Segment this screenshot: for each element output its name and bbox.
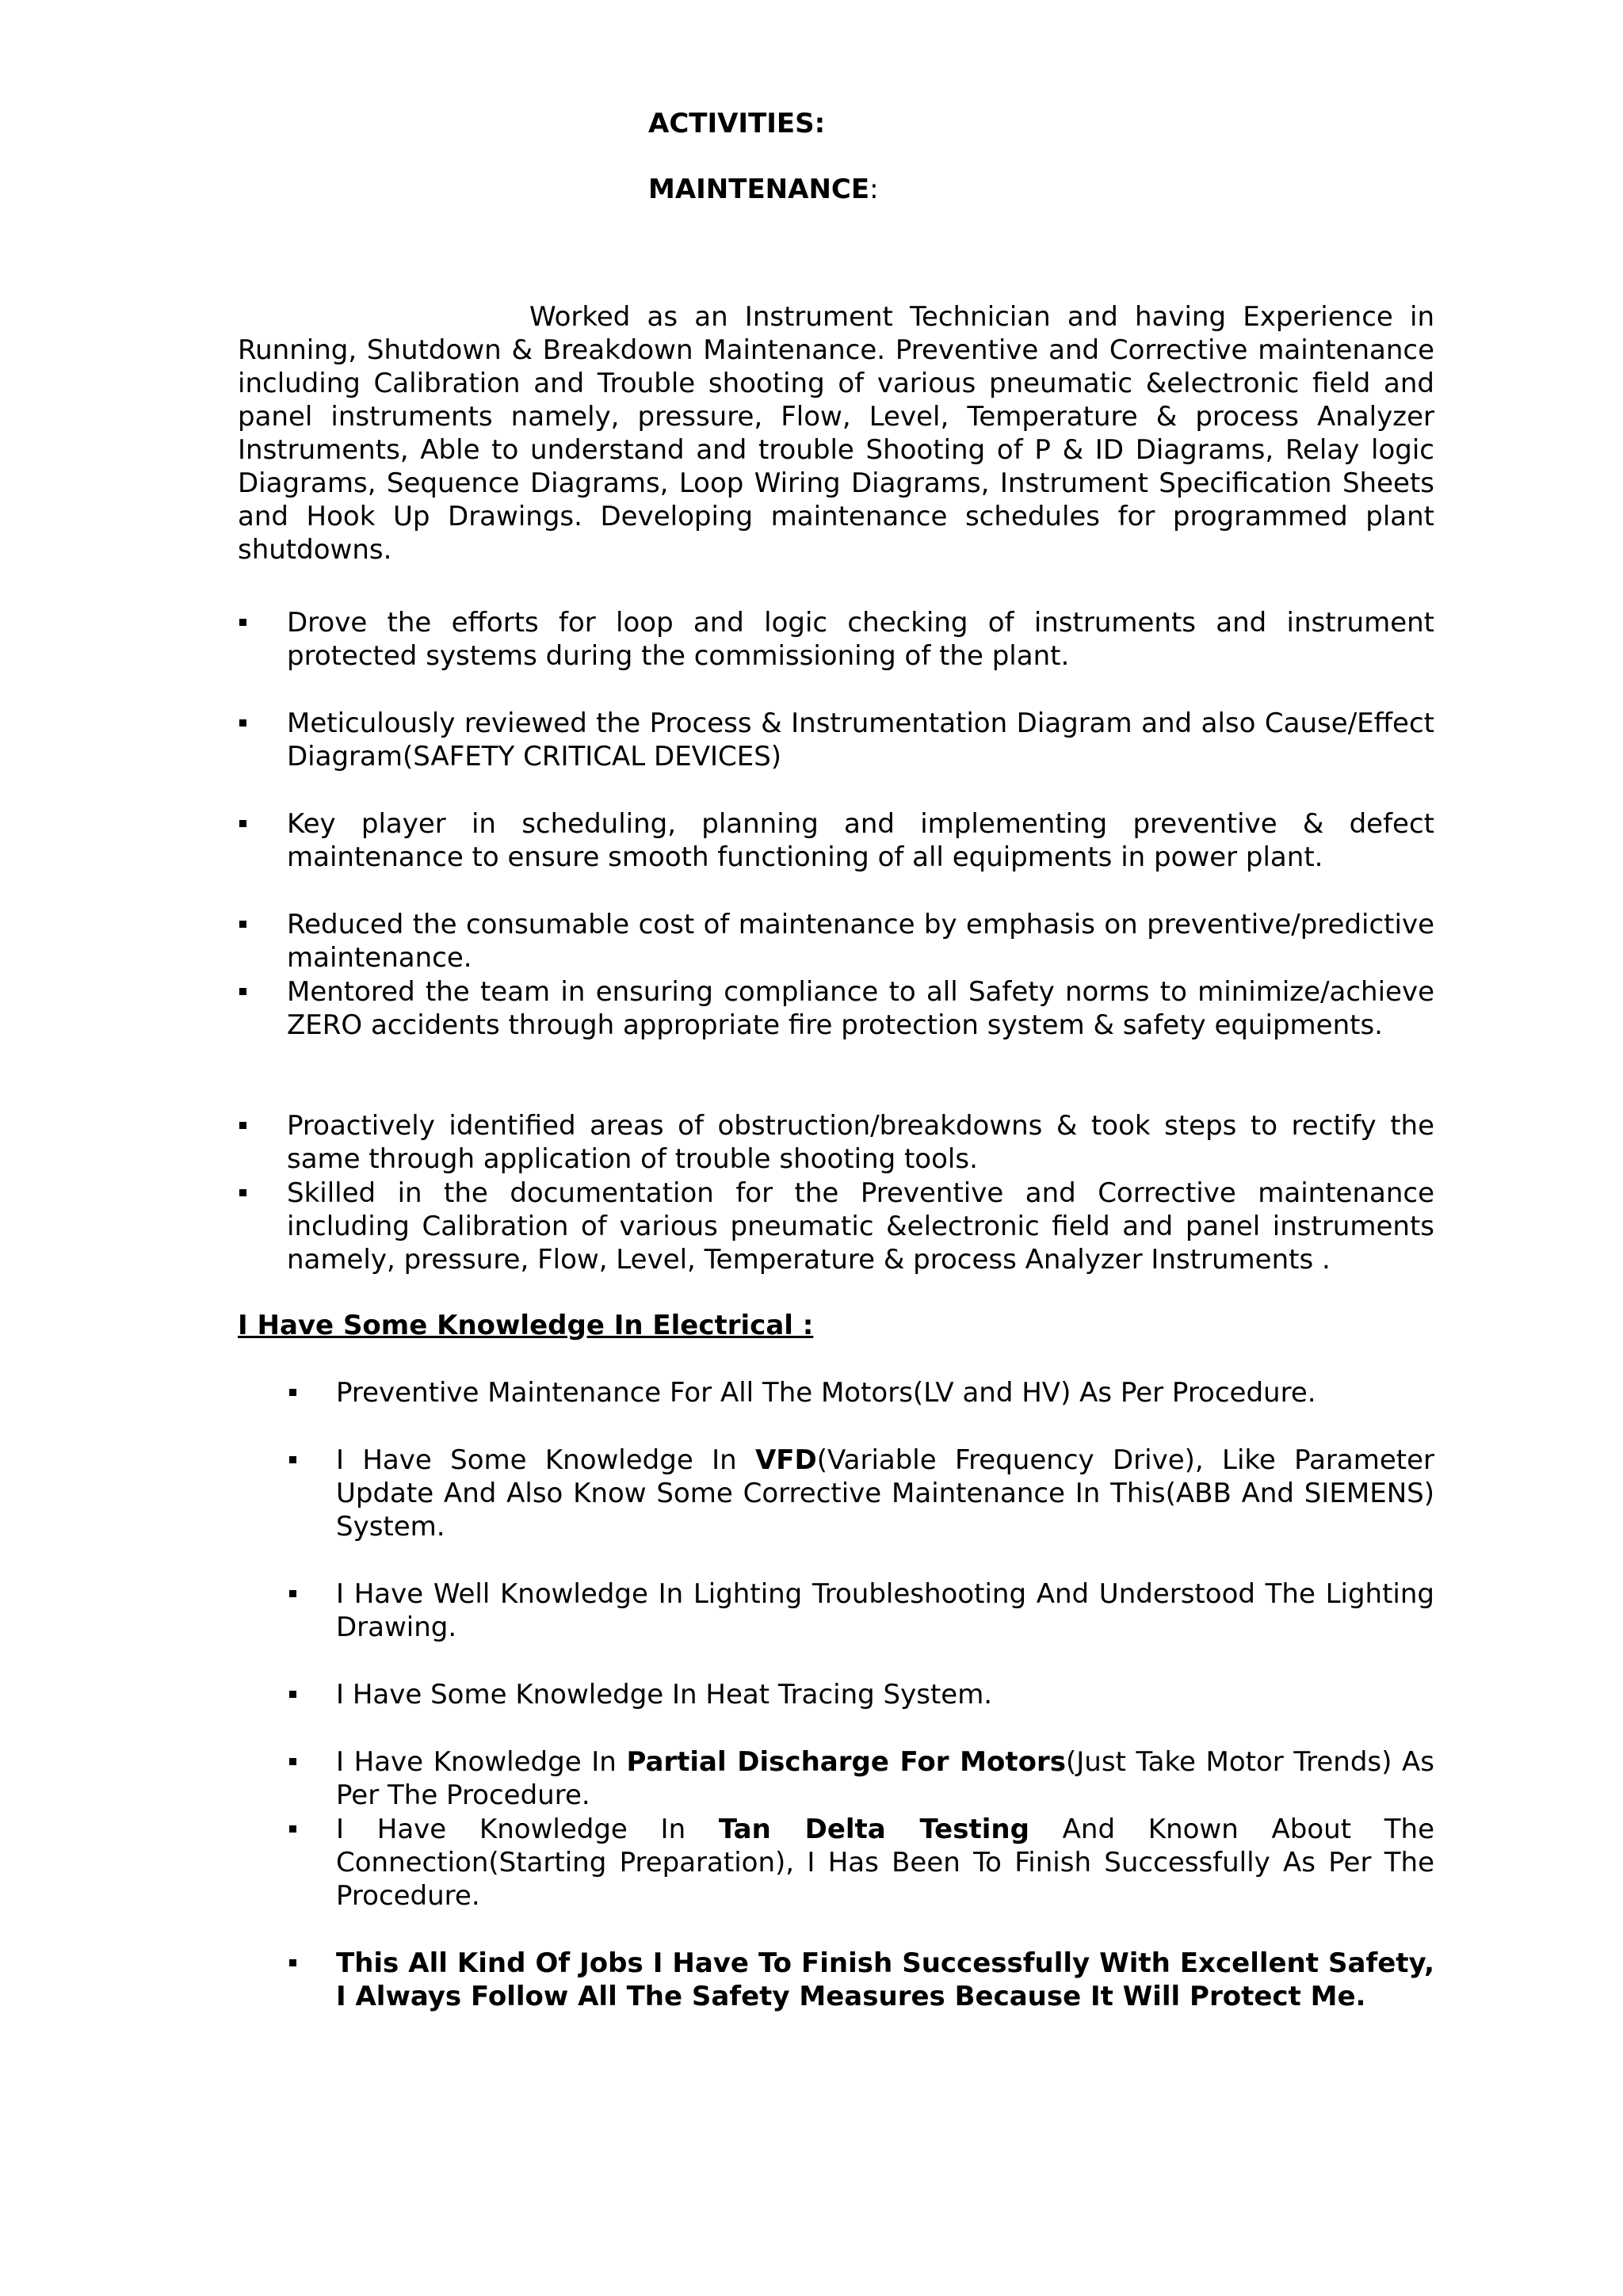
bullet-square-icon: [289, 1825, 296, 1833]
bullet-square-icon: [289, 1691, 296, 1698]
bullet-square-icon: [239, 820, 246, 827]
bullet-square-icon: [239, 719, 246, 727]
list-item-text: I Have Well Knowledge In Lighting Troubleshooting And Understood The Lighting Drawing.: [336, 1578, 1434, 1643]
list-item-text: This All Kind Of Jobs I Have To Finish Successfully With Excellent Safety, I Always Follow All The Safety Measures Because It Will Protect Me.: [336, 1947, 1434, 2012]
list-item-text: Preventive Maintenance For All The Motors(LV and HV) As Per Procedure.: [336, 1377, 1316, 1409]
list-item: [336, 1947, 1434, 2013]
list-item: [336, 1444, 1434, 1543]
list-item-text: Proactively identified areas of obstruction/breakdowns & took steps to rectify the same through application of trouble shooting tools.: [287, 1110, 1434, 1175]
maintenance-heading: [648, 173, 879, 206]
list-item-text: Reduced the consumable cost of maintenance by emphasis on preventive/predictive maintenance.: [287, 909, 1434, 974]
list-item: [287, 908, 1434, 974]
list-item: [287, 707, 1434, 773]
bullet-square-icon: [239, 988, 246, 995]
bullet-square-icon: [289, 1590, 296, 1597]
list-item-text: I Have Some Knowledge In Heat Tracing System.: [336, 1679, 993, 1711]
list-item: [287, 975, 1434, 1042]
bullet-square-icon: [239, 1122, 246, 1129]
list-item: [336, 1376, 1434, 1409]
bullet-square-icon: [289, 1959, 296, 1966]
electrical-section-title: I Have Some Knowledge In Electrical :: [238, 1310, 814, 1341]
list-item: [336, 1745, 1434, 1812]
partial-discharge-emphasis: Partial Discharge For Motors: [626, 1746, 1066, 1778]
tan-delta-emphasis: Tan Delta Testing: [718, 1814, 1029, 1845]
bullet-square-icon: [289, 1389, 296, 1396]
list-item-text: I Have Knowledge In: [336, 1746, 627, 1778]
list-item-text: Mentored the team in ensuring compliance to all Safety norms to minimize/achieve ZERO accidents through appropriate fire protection system & safety equipments.: [287, 976, 1434, 1041]
list-item-text: Drove the efforts for loop and logic checking of instruments and instrument protected systems during the commissioning of the plant.: [287, 607, 1434, 672]
list-item-text: Skilled in the documentation for the Preventive and Corrective maintenance including Calibration of various pneumatic &electronic field and panel instruments namely, pressure, Flow, Level, Temperature & process Analyzer Instruments .: [287, 1177, 1434, 1276]
bullet-square-icon: [239, 619, 246, 626]
maintenance-heading-text: MAINTENANCE: [648, 174, 870, 205]
vfd-emphasis: VFD: [754, 1444, 817, 1476]
list-item: [287, 606, 1434, 673]
list-item: [336, 1813, 1434, 1913]
list-item-text: I Have Some Knowledge In: [336, 1444, 755, 1476]
bullet-square-icon: [239, 921, 246, 928]
list-item: [336, 1678, 1434, 1711]
list-item-text: Meticulously reviewed the Process & Instrumentation Diagram and also Cause/Effect Diagram(SAFETY CRITICAL DEVICES): [287, 707, 1434, 772]
bullet-square-icon: [289, 1456, 296, 1463]
list-item: [287, 807, 1434, 874]
list-item: [287, 1177, 1434, 1276]
list-item-text: Key player in scheduling, planning and implementing preventive & defect maintenance to ensure smooth functioning of all equipments in power plant.: [287, 808, 1434, 873]
activities-heading: ACTIVITIES:: [648, 108, 826, 139]
list-item: [287, 1109, 1434, 1176]
maintenance-intro-paragraph: Worked as an Instrument Technician and having Experience in Running, Shutdown & Breakdown Maintenance. Preventive and Corrective maintenance including Calibration and Trouble shooting of various pneumatic &electronic field and panel instruments namely, pressure, Flow, Level, Temperature & process Analyzer Instruments, Able to understand and trouble Shooting of P & ID Diagrams, Relay logic Diagrams, Sequence Diagrams, Loop Wiring Diagrams, Instrument Specification Sheets and Hook Up Drawings. Developing maintenance schedules for programmed plant shutdowns.: [238, 301, 1434, 566]
bullet-square-icon: [289, 1758, 296, 1765]
bullet-square-icon: [239, 1189, 246, 1196]
list-item-text: (Just Take Motor Trends) As Per The Procedure.: [336, 1746, 1434, 1811]
maintenance-heading-colon: :: [869, 174, 879, 205]
list-item-text: I Have Knowledge In: [336, 1814, 719, 1845]
list-item-text: (Variable Frequency Drive), Like Parameter Update And Also Know Some Corrective Maintenance In This(ABB And SIEMENS) System.: [336, 1444, 1434, 1543]
list-item-text: And Known About The Connection(Starting Preparation), I Has Been To Finish Successfully As Per The Procedure.: [336, 1814, 1434, 1912]
list-item: [336, 1577, 1434, 1644]
